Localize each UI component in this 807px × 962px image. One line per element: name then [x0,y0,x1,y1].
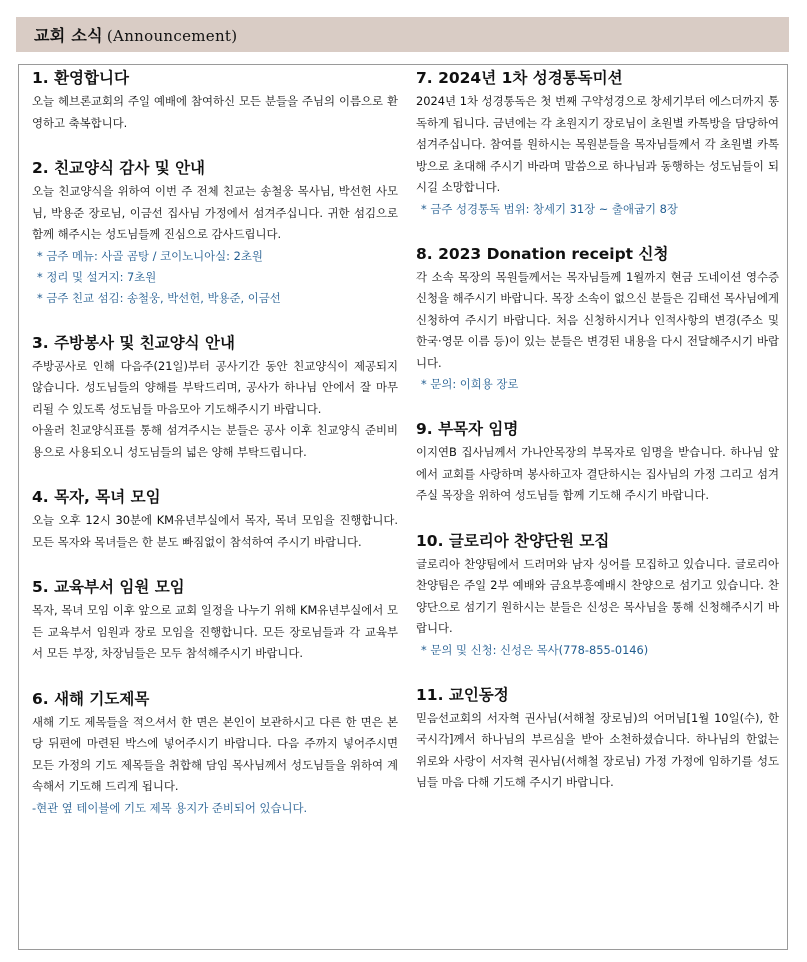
section-assistant-shepherd [416,418,779,507]
section-title: 1. 환영합니다 [32,69,129,87]
section-note: * 금주 친교 섬김: 송철웅, 박선헌, 박용준, 이금선 [37,290,281,305]
section-title: 5. 교육부서 임원 모임 [32,578,185,596]
right-column [416,65,779,794]
section-note: -현관 옆 테이블에 기도 제목 용지가 준비되어 있습니다. [32,800,308,815]
section-education-meeting [32,576,398,665]
section-title: 3. 주방봉사 및 친교양식 안내 [32,333,235,352]
section-title: 9. 부목자 임명 [416,420,519,438]
section-body: 글로리아 찬양팀에서 드러머와 남자 싱어를 모집하고 있습니다. 글로리아 찬양팀은 주일 2부 예배와 금요부흥예배시 찬양으로 섬기고 있습니다. 찬양단으로 섬기기 원하시는 분들은 신성은 목사님을 통해 신청해주시기 바랍니다. [416,556,779,635]
section-title: 2. 친교양식 감사 및 안내 [32,159,206,177]
section-member-news [416,684,779,794]
section-kitchen-service [32,332,398,464]
page-title: 교회 소식 (Announcement) [34,26,238,45]
section-title: 6. 새해 기도제목 [32,689,150,708]
header-bar [16,17,789,52]
section-title: 7. 2024년 1차 성경통독미션 [416,69,623,87]
section-body: 2024년 1차 성경통독은 첫 번째 구약성경으로 창세기부터 에스더까지 통독하게 됩니다. 금년에는 각 초원지기 장로님이 초원별 카톡방을 담당하여 섬겨주십니다. 참여를 원하시는 목원분들을 목자님들께서 각 초원별 카톡방으로 초대해 주시기 바라며 말씀으로 하나님과 동행하는 성도님들이 되시길 소망합니다. [416,94,779,194]
announcement-frame [18,64,788,950]
section-welcome [32,65,398,134]
section-body: 이지연B 집사님께서 가나안목장의 부목자로 임명을 받습니다. 하나님 앞에서 교회를 사랑하며 봉사하고자 결단하시는 집사님의 가정 그리고 섬겨주실 목장을 위하여 성도님들 함께 기도해 주시기 바랍니다. [416,445,779,502]
section-donation-receipt [416,243,779,396]
section-body: 새해 기도 제목들을 적으셔서 한 면은 본인이 보관하시고 다른 한 면은 본당 뒤편에 마련된 박스에 넣어주시기 바랍니다. 다음 주까지 넣어주시면 모든 가정의 기도 제목들을 취합해 담임 목사님께서 성도님들을 위하여 계속해서 기도해 드리게 됩니다. [32,714,398,793]
section-fellowship-meal [32,157,398,309]
left-column [32,65,398,819]
section-note: * 금주 메뉴: 사골 곰탕 / 코이노니아실: 2초원 [37,248,263,263]
section-body: 각 소속 목장의 목원들께서는 목자님들께 1월까지 현금 도네이션 영수증 신청을 해주시기 바랍니다. 목장 소속이 없으신 분들은 김태선 목사님에게 신청하여 주시기 바랍니다. 처음 신청하시거나 인적사항의 변경(주소 및 한국·영문 이름 등)이 있는 분들은 변경된 내용을 다시 전달해주시기 바랍니다. [416,269,779,370]
section-shepherd-meeting [32,486,398,553]
section-body: 믿음선교회의 서자혁 권사님(서해철 장로님)의 어머님[1월 10일(수), 한국시각]께서 하나님의 부르심을 받아 소천하셨습니다. 하나님의 한없는 위로와 사랑이 서자혁 권사님(서해철 장로님) 가정 가정에 임하기를 성도님들 마음 다해 기도해 주시기 바랍니다. [416,710,779,789]
section-body: 주방공사로 인해 다음주(21일)부터 공사기간 동안 친교양식이 제공되지 않습니다. 성도님들의 양해를 부탁드리며, 공사가 하나님 안에서 잘 마무리될 수 있도록 성도님들 마음모아 기도해주시기 바랍니다. [32,358,398,416]
section-note: * 문의 및 신청: 신성은 목사(778-855-0146) [421,642,649,657]
section-prayer-topics [32,688,398,819]
section-body: 오늘 오후 12시 30분에 KM유년부실에서 목자, 목녀 모임을 진행합니다. 모든 목자와 목녀들은 한 분도 빠짐없이 참석하여 주시기 바랍니다. [32,513,398,549]
section-body: 오늘 헤브론교회의 주일 예배에 참여하신 모든 분들을 주님의 이름으로 환영하고 축복합니다. [32,94,398,130]
section-title: 4. 목자, 목녀 모임 [32,488,161,506]
section-note: * 문의: 이희용 장로 [421,377,519,391]
section-note: * 정리 및 설거지: 7초원 [37,269,157,284]
section-body: 목자, 목녀 모임 이후 앞으로 교회 일정을 나누기 위해 KM유년부실에서 모든 교육부서 임원과 장로 모임을 진행합니다. 모든 장로님들과 각 교육부서 모든 부장, 차장님들은 모두 참석해주시기 바랍니다. [32,603,398,660]
section-bible-reading [416,65,779,220]
section-title: 8. 2023 Donation receipt 신청 [416,244,669,263]
section-title: 10. 글로리아 찬양단원 모집 [416,531,610,550]
section-note: * 금주 성경통독 범위: 창세기 31장 ~ 출애굽기 8장 [421,201,678,216]
page-subtitle: (Announcement) [106,27,238,45]
section-body: 오늘 친교양식을 위하여 이번 주 전체 친교는 송철웅 목사님, 박선헌 사모님, 박용준 장로님, 이금선 집사님 가정에서 섬겨주십니다. 귀한 섬김으로 함께 해주시는 성도님들께 진심으로 감사드립니다. [32,184,398,241]
section-body: 아울러 친교양식표를 통해 섬겨주시는 분들은 공사 이후 친교양식 준비비용으로 사용되오니 성도님들의 넓은 양해 부탁드립니다. [32,423,398,459]
section-gloria-choir [416,530,779,661]
section-title: 11. 교인동정 [416,685,509,704]
